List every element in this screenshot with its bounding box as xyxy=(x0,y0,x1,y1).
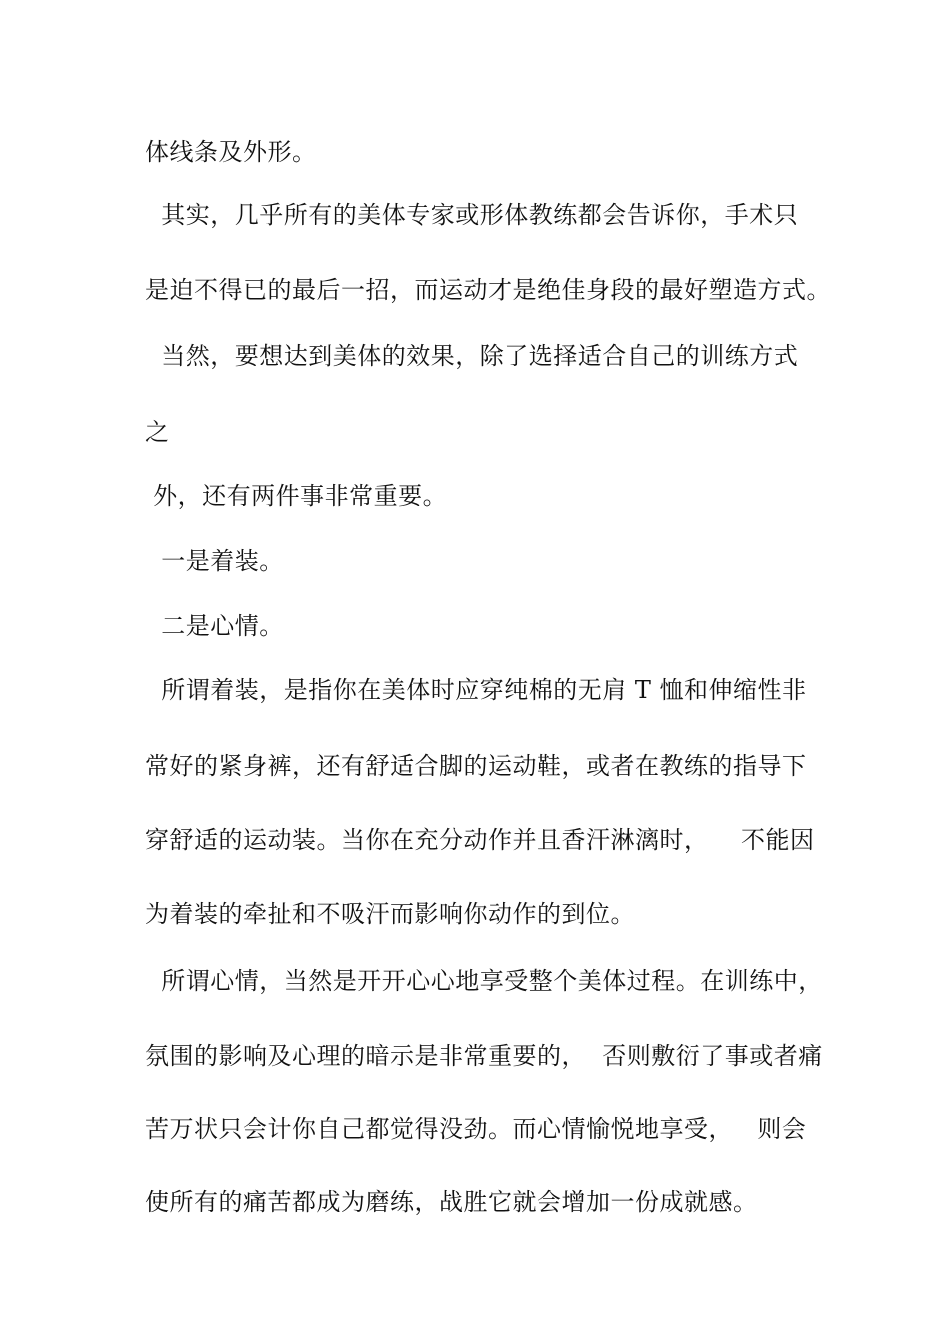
text-line: 苦万状只会计你自己都觉得没劲。而心情愉悦地享受， 则会 xyxy=(145,1115,807,1143)
text-line: 其实，几乎所有的美体专家或形体教练都会告诉你，手术只 xyxy=(145,201,799,229)
text-line: 当然，要想达到美体的效果，除了选择适合自己的训练方式 xyxy=(145,342,799,370)
text-line: 所谓着装，是指你在美体时应穿纯棉的无肩 T 恤和伸缩性非 xyxy=(145,676,807,704)
text-line: 是迫不得已的最后一招，而运动才是绝佳身段的最好塑造方式。 xyxy=(145,276,831,304)
text-line: 穿舒适的运动装。当你在充分动作并且香汗淋漓时， 不能因 xyxy=(145,826,815,854)
text-line: 使所有的痛苦都成为磨练，战胜它就会增加一份成就感。 xyxy=(145,1188,758,1216)
text-line: 氛围的影响及心理的暗示是非常重要的， 否则敷衍了事或者痛 xyxy=(145,1042,823,1070)
text-line: 为着装的牵扯和不吸汗而影响你动作的到位。 xyxy=(145,900,635,928)
text-line: 所谓心情，当然是开开心心地享受整个美体过程。在训练中， xyxy=(145,967,823,995)
text-line: 二是心情。 xyxy=(145,612,284,640)
text-line: 常好的紧身裤，还有舒适合脚的运动鞋，或者在教练的指导下 xyxy=(145,752,807,780)
text-line: 之 xyxy=(145,418,170,446)
text-line: 外，还有两件事非常重要。 xyxy=(145,482,448,510)
text-line: 一是着装。 xyxy=(145,547,284,575)
text-line: 体线条及外形。 xyxy=(145,138,317,166)
